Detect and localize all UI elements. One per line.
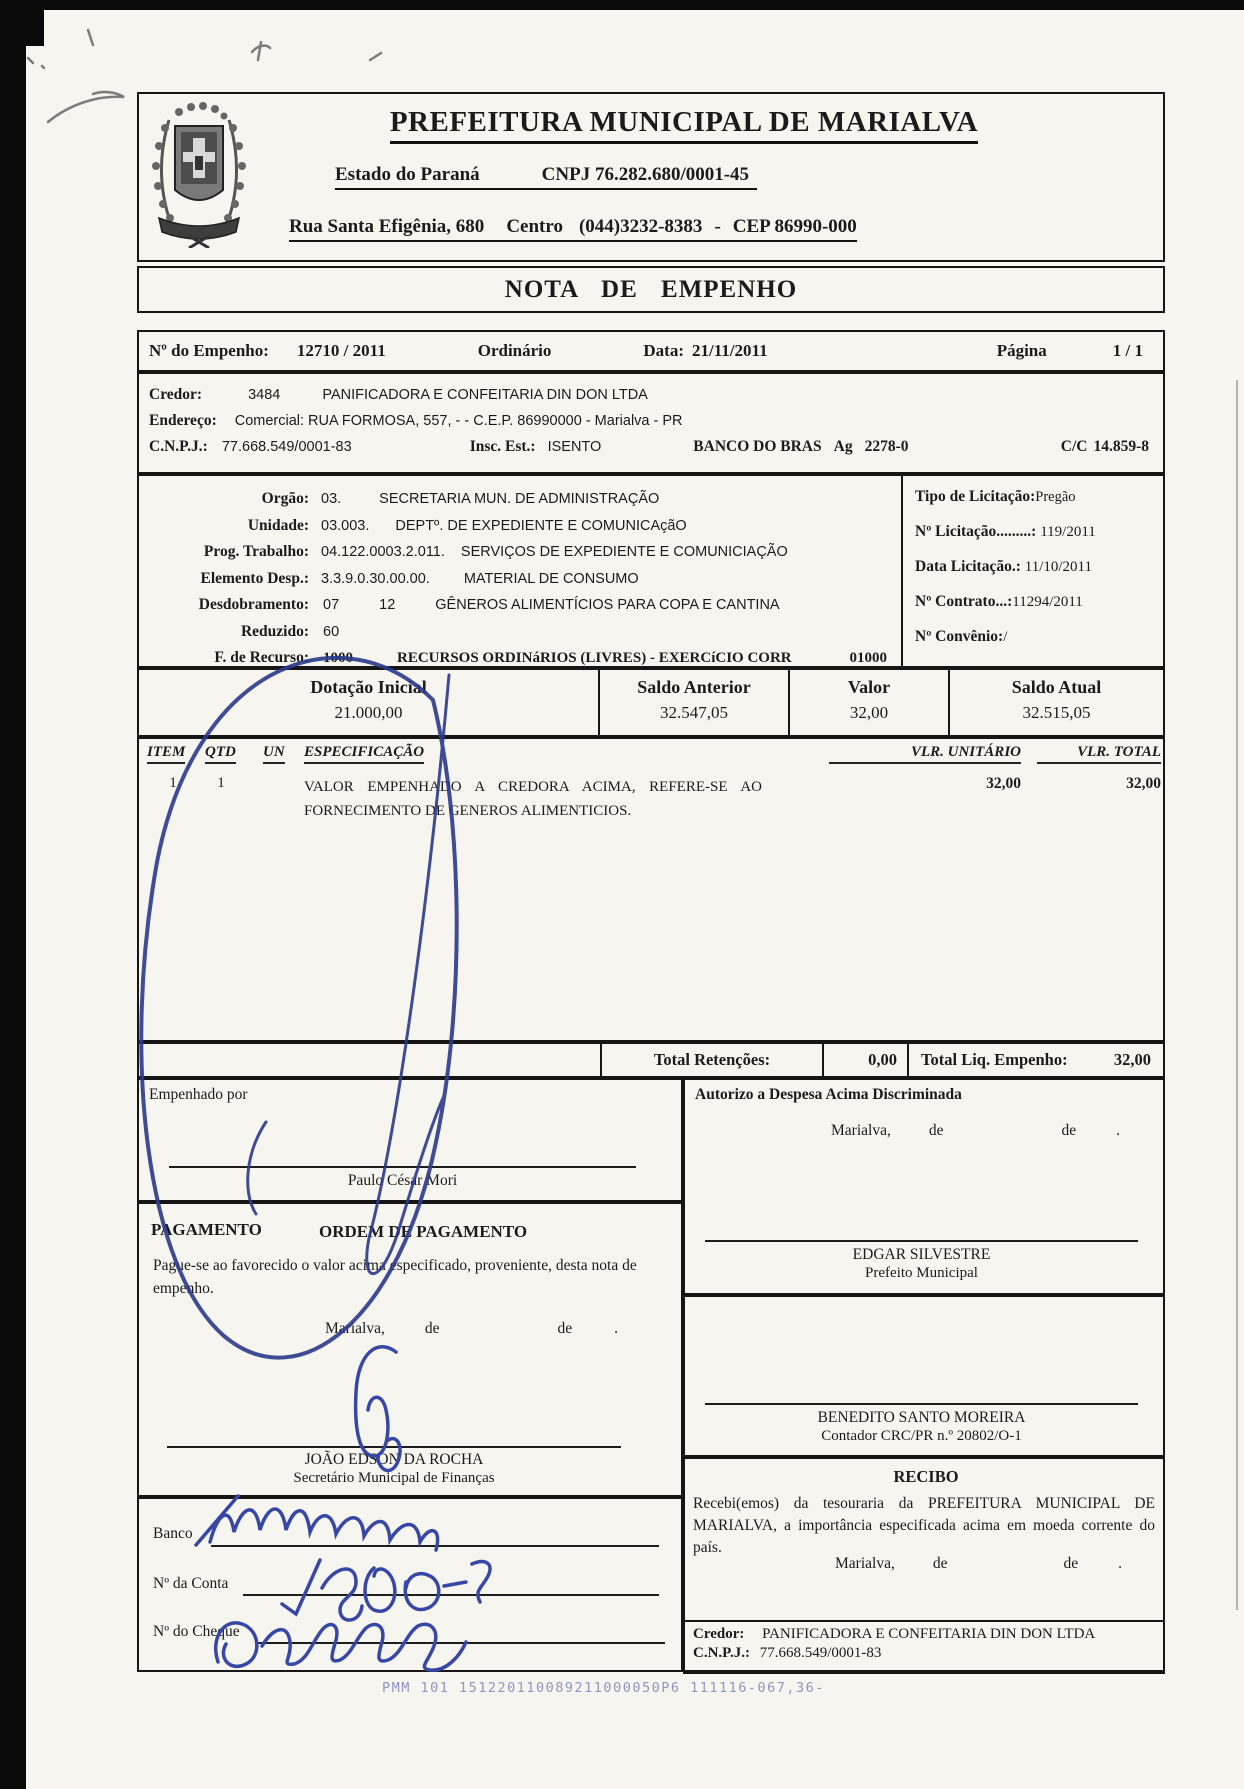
mayor-role: Prefeito Municipal: [865, 1265, 978, 1281]
period-mark: .: [1116, 1122, 1120, 1139]
signatures-section: [137, 1078, 1165, 1672]
saldo-atual-header: Saldo Atual: [1011, 677, 1102, 697]
bidding-panel: [901, 476, 1163, 666]
valor-value: 32,00: [849, 703, 889, 722]
de-word: de: [1063, 1555, 1079, 1572]
empenho-number-row: [137, 330, 1165, 372]
valor-cell: [790, 670, 950, 735]
recibo-creditor-box: [683, 1620, 1165, 1674]
budget-row-orgao: [139, 486, 901, 513]
creditor-cnpj: 77.668.549/0001-83: [221, 439, 352, 455]
cheque-write-line: [255, 1642, 665, 1644]
totals-empty-cell: [139, 1044, 602, 1076]
recibo-cnpj-label: C.N.P.J.:: [693, 1645, 750, 1661]
recibo-text: Recebi(emos) da tesouraria da PREFEITURA MUNICIPAL DE MARIALVA, a importância especificada acima em moeda corrente do país.: [693, 1495, 1155, 1556]
items-table: [137, 737, 1165, 1042]
item-unit-value: 32,00: [986, 775, 1021, 792]
pagamento-title: PAGAMENTO: [151, 1220, 262, 1239]
scan-edge-left: [0, 0, 26, 1789]
unidade-desc: DEPTº. DE EXPEDIENTE E COMUNICAçãO: [395, 517, 687, 534]
agency-label: Ag: [833, 438, 853, 455]
de-word: de: [1061, 1122, 1077, 1139]
banco-write-line: [211, 1545, 659, 1547]
budget-row-reduzido: [139, 619, 901, 646]
contract-number-label: Nº Contrato...:: [915, 593, 1013, 610]
contract-number-value: 11294/2011: [1012, 594, 1083, 610]
autorizo-city-line: [685, 1122, 1167, 1140]
retencoes-label-cell: [602, 1044, 824, 1076]
valor-header: Valor: [847, 677, 891, 697]
period-mark: .: [614, 1320, 618, 1337]
empenho-number: 12710 / 2011: [296, 341, 386, 360]
cep: CEP 86990-000: [732, 216, 857, 237]
desdobramento-desc: GÊNEROS ALIMENTÍCIOS PARA COPA E CANTINA: [435, 597, 780, 613]
dotacao-inicial-value: 21.000,00: [334, 703, 403, 722]
saldo-atual-cell: [950, 670, 1163, 735]
receipt-box: [683, 1457, 1165, 1672]
city-name: Marialva,: [835, 1555, 895, 1572]
empenho-number-label: Nº do Empenho:: [149, 341, 269, 360]
col-header-un: UN: [263, 744, 285, 764]
dot-matrix-print-line: PMM 101 151220110089211000050P6 111116-067,36-: [382, 1680, 825, 1696]
empenhado-por-box: [137, 1078, 683, 1202]
col-header-qtd: QTD: [205, 744, 236, 764]
recibo-city-line: [685, 1555, 1167, 1573]
street: Rua Santa Efigênia, 680: [289, 216, 485, 237]
recibo-credor-name: PANIFICADORA E CONFEITARIA DIN DON LTDA: [762, 1626, 1096, 1642]
desdobramento-label: Desdobramento:: [198, 596, 309, 613]
bidding-number-label: Nº Licitação.........:: [915, 523, 1037, 540]
bidding-number-value: 119/2011: [1040, 524, 1096, 540]
item-qty: 1: [217, 775, 225, 791]
mayor-signature-line: [705, 1240, 1138, 1242]
account-number: 14.859-8: [1093, 438, 1149, 455]
budget-row-elemento: [139, 566, 901, 593]
budget-row-prog-trabalho: [139, 539, 901, 566]
page-number: 1 / 1: [1112, 341, 1143, 360]
accountant-signature-line: [705, 1403, 1138, 1405]
bidding-date-label: Data Licitação.:: [915, 558, 1021, 575]
saldo-atual-value: 32.515,05: [1022, 703, 1091, 722]
col-header-item: ITEM: [147, 744, 185, 764]
cheque-label: Nº do Cheque: [153, 1623, 240, 1640]
prog-trabalho-code: 04.122.0003.2.011.: [321, 544, 445, 560]
empenhado-signer-name: Paulo César Mori: [347, 1172, 458, 1189]
budget-row-unidade: [139, 513, 901, 540]
creditor-name: PANIFICADORA E CONFEITARIA DIN DON LTDA: [322, 387, 648, 403]
col-header-espec: ESPECIFICAÇÃO: [304, 744, 424, 764]
orgao-label: Orgão:: [261, 490, 309, 507]
creditor-box: [137, 372, 1165, 474]
conta-label: Nº da Conta: [153, 1575, 229, 1592]
reduzido-code: 60: [323, 623, 340, 640]
scan-edge-right-line: [1236, 380, 1238, 1610]
budget-left-panel: [139, 476, 901, 666]
de-word: de: [557, 1320, 573, 1337]
bidding-date-value: 11/10/2011: [1024, 559, 1092, 575]
appropriation-table: [137, 668, 1165, 737]
banco-label: Banco: [153, 1525, 193, 1542]
bank-details-box: [137, 1497, 683, 1672]
municipality-title: PREFEITURA MUNICIPAL DE MARIALVA: [390, 106, 978, 144]
recurso-desc: RECURSOS ORDINáRIOS (LIVRES) - EXERCíCIO CORR: [397, 650, 792, 666]
agreement-number-label: Nº Convênio:: [915, 628, 1004, 645]
cnpj-value: CNPJ 76.282.680/0001-45: [541, 164, 750, 185]
retencoes-value-cell: [824, 1044, 909, 1076]
city-name: Marialva,: [831, 1122, 891, 1139]
accountant-role: Contador CRC/PR n.º 20802/O-1: [821, 1428, 1022, 1444]
saldo-anterior-cell: [600, 670, 790, 735]
recurso-extra-code: 01000: [849, 650, 887, 666]
de-word: de: [424, 1320, 440, 1337]
mayor-name: EDGAR SILVESTRE: [852, 1246, 991, 1263]
agreement-number-row: [915, 628, 1163, 646]
desdobramento-code2: 12: [379, 597, 396, 613]
item-number: 1: [169, 775, 177, 791]
ordem-pagamento-title: ORDEM DE PAGAMENTO: [319, 1222, 528, 1241]
unidade-label: Unidade:: [247, 516, 309, 534]
autorizo-title: Autorizo a Despesa Acima Discriminada: [695, 1086, 962, 1103]
bidding-date-row: [915, 558, 1163, 576]
prog-trabalho-desc: SERVIÇOS DE EXPEDIENTE E COMUNICIAÇÃO: [460, 544, 788, 560]
empenho-date: 21/11/2011: [692, 341, 768, 360]
desdobramento-code: 07: [323, 597, 340, 613]
recibo-title: RECIBO: [893, 1467, 959, 1486]
col-header-total: VLR. TOTAL: [1037, 744, 1161, 764]
item-description: VALOR EMPENHADO A CREDORA ACIMA, REFERE-SE AO FORNECIMENTO DE GENEROS ALIMENTICIOS.: [304, 779, 762, 819]
elemento-label: Elemento Desp.:: [200, 569, 309, 587]
address-label: Endereço:: [149, 412, 217, 429]
empenho-type: Ordinário: [477, 341, 552, 360]
conta-write-line: [243, 1594, 659, 1596]
liq-empenho-label: Total Liq. Empenho:: [921, 1050, 1068, 1069]
period-mark: .: [1118, 1555, 1122, 1572]
agency-number: 2278-0: [864, 438, 909, 455]
empenhado-por-label: Empenhado por: [149, 1086, 248, 1103]
elemento-desc: MATERIAL DE CONSUMO: [463, 570, 639, 587]
finance-secretary-role: Secretário Municipal de Finanças: [293, 1470, 495, 1486]
prog-trabalho-label: Prog. Trabalho:: [203, 543, 309, 560]
elemento-code: 3.3.9.0.30.00.00.: [321, 570, 430, 587]
creditor-label: Credor:: [149, 386, 203, 403]
budget-classification-box: [137, 474, 1165, 668]
unidade-code: 03.003.: [321, 517, 370, 534]
creditor-cnpj-label: C.N.P.J.:: [149, 438, 208, 455]
accountant-box: [683, 1295, 1165, 1457]
finance-secretary-name: JOÃO EDSON DA ROCHA: [304, 1451, 484, 1468]
bidding-number-row: [915, 523, 1163, 541]
budget-row-desdobramento: [139, 592, 901, 619]
pagamento-text: Pague-se ao favorecido o valor acima especificado, proveniente, desta nota de empenho.: [153, 1257, 637, 1297]
city-name: Marialva,: [325, 1320, 385, 1337]
totals-row: [137, 1042, 1165, 1078]
document-title-bar: [137, 266, 1165, 313]
contract-number-row: [915, 593, 1163, 611]
agreement-number-value: /: [1003, 629, 1008, 645]
bidding-type-label: Tipo de Licitação:: [915, 488, 1036, 505]
page-label: Página: [996, 341, 1047, 360]
reduzido-label: Reduzido:: [240, 622, 309, 640]
address-line: [289, 216, 857, 242]
state-label: Estado do Paraná: [335, 164, 480, 185]
empenhado-signature-line: [169, 1166, 636, 1168]
accountant-name: BENEDITO SANTO MOREIRA: [817, 1409, 1026, 1426]
scan-edge-corner: [0, 0, 44, 46]
marialva-coat-of-arms: [145, 98, 253, 248]
payment-order-box: [137, 1202, 683, 1497]
authorization-box: [683, 1078, 1165, 1295]
scan-edge-top: [0, 0, 1244, 10]
de-word: de: [932, 1555, 948, 1572]
col-header-unit: VLR. UNITÁRIO: [829, 744, 1021, 764]
document-title: NOTA DE EMPENHO: [504, 275, 798, 303]
creditor-code: 3484: [248, 387, 281, 403]
separator: -: [714, 216, 721, 237]
bank-name: BANCO DO BRAS: [693, 438, 822, 455]
state-reg-label: Insc. Est.:: [469, 438, 536, 455]
orgao-code: 03.: [321, 491, 342, 507]
de-word: de: [928, 1122, 944, 1139]
pagamento-city-line: [139, 1320, 685, 1338]
bidding-type-value: Pregão: [1035, 489, 1076, 505]
account-label: C/C: [1060, 438, 1088, 455]
dotacao-inicial-cell: [139, 670, 600, 735]
phone: (044)3232-8383: [578, 216, 703, 237]
liq-empenho-cell: [909, 1044, 1163, 1076]
dotacao-inicial-header: Dotação Inicial: [310, 677, 427, 697]
finance-signature-line: [167, 1446, 621, 1448]
recibo-credor-label: Credor:: [693, 1626, 745, 1642]
creditor-address: Comercial: RUA FORMOSA, 557, - - C.E.P. 86990000 - Marialva - PR: [234, 413, 683, 429]
saldo-anterior-value: 32.547,05: [660, 703, 728, 722]
item-total-value: 32,00: [1126, 775, 1161, 792]
letterhead-box: [137, 92, 1165, 262]
state-reg-value: ISENTO: [547, 439, 602, 455]
retencoes-label: Total Retenções:: [653, 1050, 771, 1069]
bidding-type-row: [915, 488, 1163, 506]
recurso-label: F. de Recurso:: [214, 649, 309, 666]
district: Centro: [506, 216, 563, 237]
orgao-desc: SECRETARIA MUN. DE ADMINISTRAÇÃO: [379, 491, 660, 507]
state-cnpj-line: [335, 164, 757, 190]
empenho-date-label: Data:: [643, 341, 684, 360]
retencoes-value: 0,00: [868, 1050, 897, 1069]
saldo-anterior-header: Saldo Anterior: [637, 677, 751, 697]
recibo-cnpj-value: 77.668.549/0001-83: [759, 1645, 882, 1661]
liq-empenho-value: 32,00: [1113, 1050, 1151, 1069]
recurso-code: 1000: [323, 650, 353, 666]
